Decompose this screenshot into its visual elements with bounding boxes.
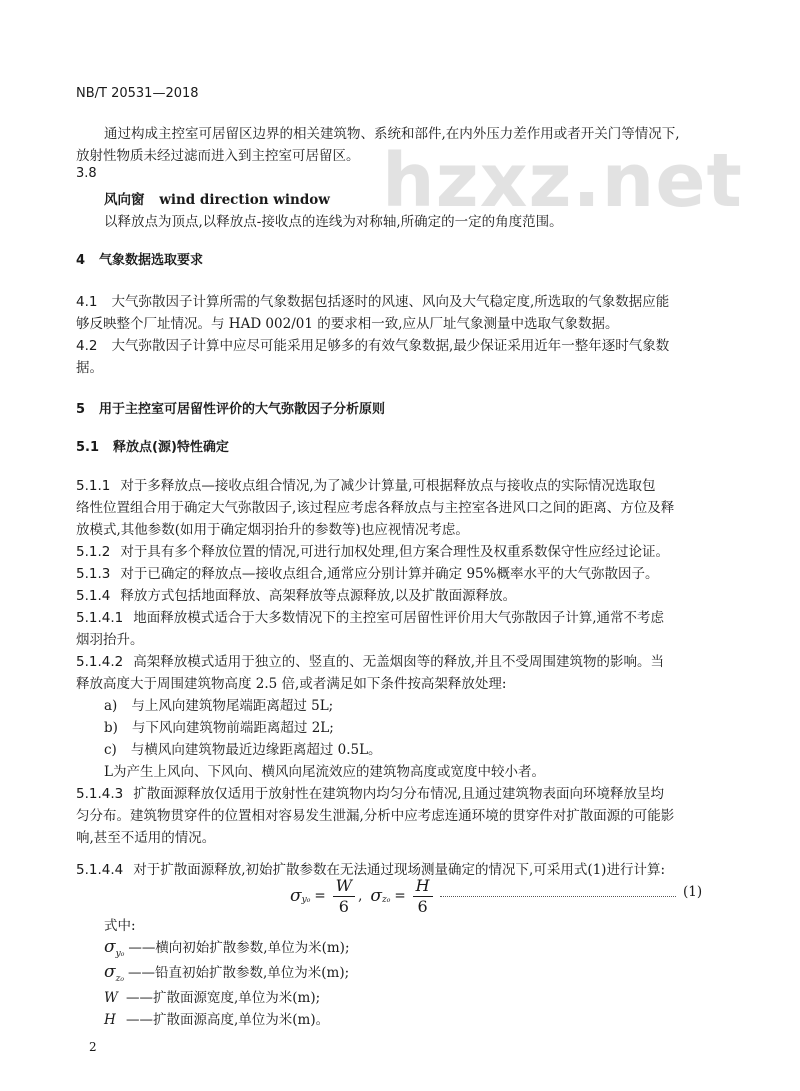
formula-number: (1): [683, 884, 703, 900]
term-definition: 以释放点为顶点,以释放点-接收点的连线为对称轴,所确定的一定的角度范围。: [104, 214, 563, 230]
formula-leader-dots: [440, 896, 676, 897]
para-5-1-4-4: 5.1.4.4 对于扩散面源释放,初始扩散参数在无法通过现场测量确定的情况下,可采用式(1)进行计算:: [76, 862, 665, 878]
where-item: $\sigma_{y_0}$ ——横向初始扩散参数,单位为米(m);: [104, 937, 350, 959]
list-item: c) 与横风向建筑物最近边缘距离超过 0.5L。: [104, 742, 382, 758]
subscript-z0: z₀: [381, 895, 391, 905]
para-5-1-1-line-2: 络性位置组合用于确定大气弥散因子,该过程应考虑各释放点与主控室各进风口之间的距离、方位及释: [76, 500, 675, 516]
para-5-1-4-3-line-1: 5.1.4.3 扩散面源释放仅适用于放射性在建筑物内均匀分布情况,且通过建筑物表面向环境释放呈均: [76, 786, 665, 802]
term-en: wind direction window: [159, 192, 330, 208]
section-4-heading: 4 气象数据选取要求: [76, 253, 204, 268]
para-5-1-4-2-line-2: 释放高度大于周围建筑物高度 2.5 倍,或者满足如下条件按高架释放处理:: [76, 676, 507, 692]
where-item: $\sigma_{z_0}$ ——铅直初始扩散参数,单位为米(m);: [104, 962, 350, 984]
section-5-1-heading: 5.1 释放点(源)特性确定: [76, 440, 229, 455]
para-5-1-4-3-line-2: 匀分布。建筑物贯穿件的位置相对容易发生泄漏,分析中应考虑连通环境的贯穿件对扩散面源的可能影: [76, 808, 675, 824]
para-5-1-1-line-1: 5.1.1 对于多释放点—接收点组合情况,为了减少计算量,可根据释放点与接收点的实际情况选取包: [76, 478, 656, 494]
para-5-1-4-3-line-3: 响,甚至不适用的情况。: [76, 830, 216, 846]
term-cn: 风向窗: [104, 192, 145, 208]
intro-line-2: 放射性物质未经过滤而进入到主控室可居留区。: [76, 148, 360, 164]
document-id: NB/T 20531—2018: [76, 86, 199, 101]
fraction-w-over-6: $\frac{W}{6}$: [333, 876, 355, 917]
term-title: [104, 188, 330, 208]
para-5-1-4: 5.1.4 释放方式包括地面释放、高架释放等点源释放,以及扩散面源释放。: [76, 588, 517, 604]
where-item: W ——扩散面源宽度,单位为米(m);: [104, 990, 321, 1006]
para-4-1-line-2: 够反映整个厂址情况。与 HAD 002/01 的要求相一致,应从厂址气象测量中选取气象数据。: [76, 316, 619, 332]
equals-sign: =: [314, 888, 326, 904]
where-title: 式中:: [104, 918, 136, 934]
para-5-1-2: 5.1.2 对于具有多个释放位置的情况,可进行加权处理,但方案合理性及权重系数保守性应经过论证。: [76, 544, 669, 560]
watermark: hzxz.net: [382, 138, 743, 224]
comma: ,: [358, 888, 363, 904]
list-item: a) 与上风向建筑物尾端距离超过 5L;: [104, 698, 334, 714]
sigma-symbol: σ: [290, 886, 302, 906]
fraction-h-over-6: $\frac{H}{6}$: [413, 876, 433, 917]
para-5-1-4-2-line-1: 5.1.4.2 高架释放模式适用于独立的、竖直的、无盖烟囱等的释放,并且不受周围建筑物的影响。当: [76, 654, 665, 670]
sigma-symbol: σ: [370, 886, 382, 906]
where-item: H ——扩散面源高度,单位为米(m)。: [104, 1012, 330, 1028]
para-5-1-3: 5.1.3 对于已确定的释放点—接收点组合,通常应分别计算并确定 95%概率水平的大气弥散因子。: [76, 566, 659, 582]
intro-line-1: 通过构成主控室可居留区边界的相关建筑物、系统和部件,在内外压力差作用或者开关门等情况下,: [104, 126, 680, 142]
l-definition-note: L为产生上风向、下风向、横风向尾流效应的建筑物高度或宽度中较小者。: [104, 764, 545, 780]
formula-1: [290, 872, 436, 920]
section-5-heading: 5 用于主控室可居留性评价的大气弥散因子分析原则: [76, 402, 386, 417]
para-5-1-4-1-line-1: 5.1.4.1 地面释放模式适合于大多数情况下的主控室可居留性评价用大气弥散因子计算,通常不考虑: [76, 610, 665, 626]
subscript-y0: y₀: [301, 895, 311, 905]
equals-sign: =: [394, 888, 406, 904]
section-3-8-number: 3.8: [76, 166, 97, 181]
list-item: b) 与下风向建筑物前端距离超过 2L;: [104, 720, 334, 736]
para-5-1-1-line-3: 放模式,其他参数(如用于确定烟羽抬升的参数等)也应视情况考虑。: [76, 522, 469, 538]
para-4-2-line-1: 4.2 大气弥散因子计算中应尽可能采用足够多的有效气象数据,最少保证采用近年一整年逐时气象数: [76, 338, 670, 354]
para-4-1-line-1: 4.1 大气弥散因子计算所需的气象数据包括逐时的风速、风向及大气稳定度,所选取的气象数据应能: [76, 294, 670, 310]
para-4-2-line-2: 据。: [76, 360, 103, 376]
page-number: 2: [89, 1040, 97, 1054]
para-5-1-4-1-line-2: 烟羽抬升。: [76, 632, 144, 648]
